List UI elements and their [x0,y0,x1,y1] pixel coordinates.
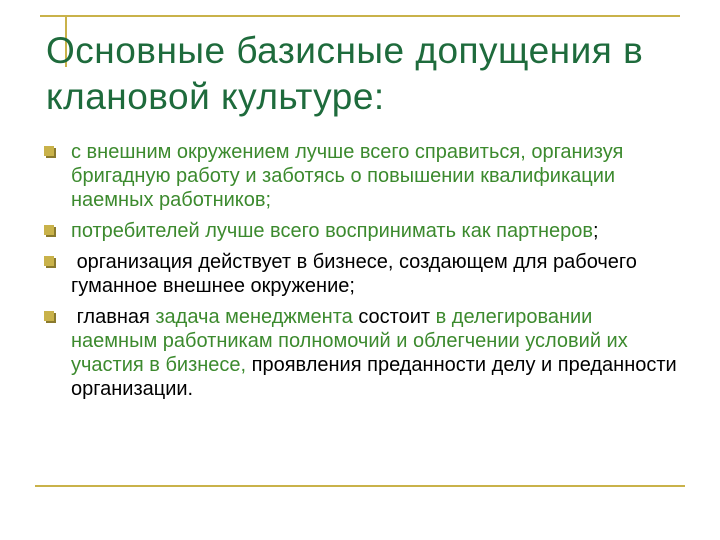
bullet-item-2 [44,219,684,243]
square-bullet-icon [44,311,54,321]
bullet-item-1 [44,140,684,212]
bullet-item-4 [44,305,684,401]
top-decorative-rule [40,15,680,17]
bullet-4-part-5: проявления преданности делу и преданности организации. [71,354,683,400]
square-bullet-icon [44,256,54,266]
square-bullet-icon [44,146,54,156]
bullet-3-text: организация действует в бизнесе, создающем для рабочего гуманное внешнее окружение; [71,251,643,297]
bullet-2-punct: ; [593,220,599,242]
bullet-4-part-2: задача менеджмента [155,306,353,328]
bullet-item-3 [44,250,684,298]
bullet-1-text: с внешним окружением лучше всего справиться, организуя бригадную работу и заботясь о повышении квалификации наемных работников; [71,141,624,211]
bullet-list [44,140,684,408]
bullet-4-part-1: главная [71,306,156,328]
slide-title: Основные базисные допущения в клановой культуре: [46,30,644,117]
bottom-decorative-rule [35,485,685,487]
bullet-4-part-3: состоит [352,306,436,328]
bullet-4-part-4: в делегировании наемным работникам полномочий и облегчении условий их участия в бизнесе, [71,306,628,376]
bullet-2-text: потребителей лучше всего воспринимать как партнеров [71,220,594,242]
square-bullet-icon [44,225,54,235]
